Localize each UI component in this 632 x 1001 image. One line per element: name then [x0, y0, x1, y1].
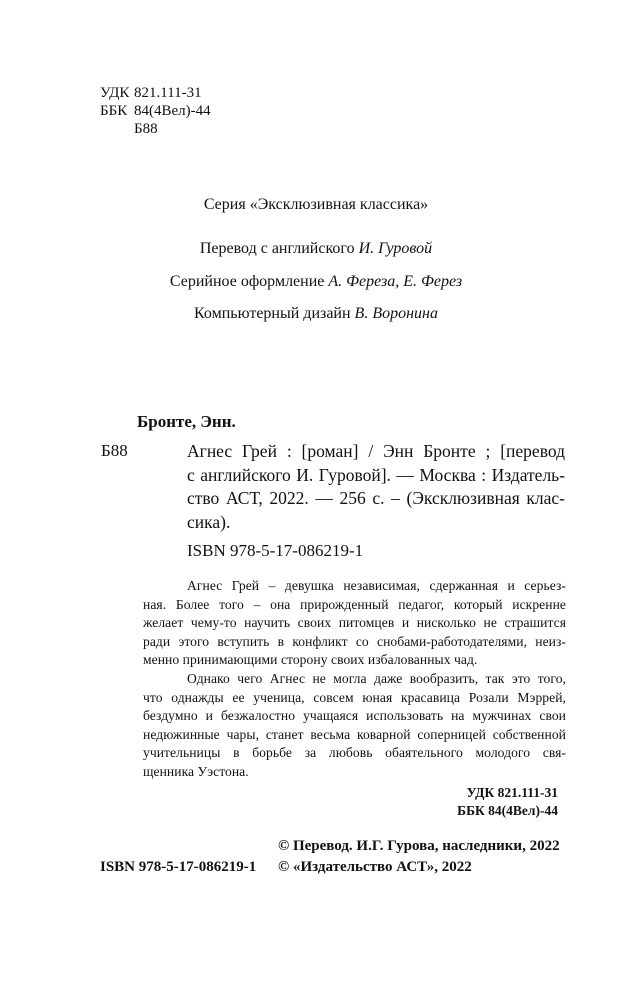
bbk-label: ББК: [100, 103, 128, 119]
udk-label: УДК: [100, 85, 130, 101]
translator-name: И. Гуровой: [358, 240, 433, 257]
author-heading: Бронте, Энн.: [137, 412, 236, 431]
annotation-line: что однажды ее ученица, совсем юная красавица Розали Мэррей,: [143, 689, 566, 705]
translation-label: Перевод с английского: [199, 240, 355, 257]
annotation-line: менно принимающими сторону своих избалованных чад.: [143, 652, 478, 668]
annotation-line: недюжинные чары, станет весьма коварной соперницей собственной: [143, 726, 566, 742]
annotation-line: ная. Более того – она прирожденный педагог, который искренне: [143, 596, 566, 612]
annotation-udk: УДК 821.111-31: [466, 785, 558, 800]
biblio-line: Агнес Грей : [роман] / Энн Бронте ; [перевод: [187, 441, 565, 461]
annotation-bbk: ББК 84(4Вел)-44: [457, 803, 558, 818]
isbn-record: ISBN 978-5-17-086219-1: [187, 541, 364, 560]
design-line: [0, 273, 632, 291]
copyright-publisher: © «Издательство АСТ», 2022: [278, 859, 472, 875]
isbn-footer: ISBN 978-5-17-086219-1: [100, 859, 257, 875]
designer-names: А. Фереза, Е. Ферез: [328, 273, 463, 290]
annotation-line: бездумно и безжалостно учащаяся использовать на мужчинах свои: [143, 708, 566, 724]
computer-design-label: Компьютерный дизайн: [194, 305, 351, 322]
annotation-line: Агнес Грей – девушка независимая, сдержанная и серьез-: [187, 578, 566, 593]
annotation-line: желает чему-то научить своих питомцев и нисколько не страшится: [143, 615, 566, 631]
udk-value: 821.111-31: [134, 85, 202, 101]
annotation-line: ради этого вступить в конфликт со снобами-работодателями, неиз-: [143, 633, 566, 649]
bibliographic-description: [187, 440, 565, 534]
translation-line: [0, 240, 632, 258]
author-mark: Б88: [101, 441, 128, 460]
copyright-translation: © Перевод. И.Г. Гурова, наследники, 2022: [278, 838, 560, 854]
computer-design-line: [0, 305, 632, 323]
annotation-paragraph: [143, 577, 566, 670]
annotation: [143, 577, 566, 782]
annotation-line: Однако чего Агнес не могла даже вообразить, так это того,: [187, 670, 566, 686]
biblio-line: с английского И. Гуровой]. — Москва : Издатель-: [187, 464, 565, 485]
annotation-paragraph: [143, 670, 566, 782]
author-mark-top: Б88: [134, 121, 158, 137]
bbk-line: [100, 103, 211, 120]
annotation-line: щенника Уэстона.: [143, 763, 249, 779]
annotation-line: учительницы в борьбе за любовь обаятельного молодого свя-: [143, 745, 566, 761]
design-label: Серийное оформление: [169, 273, 325, 290]
biblio-line: ство АСТ, 2022. — 256 с. – (Эксклюзивная клас-: [187, 488, 565, 508]
computer-designer-name: В. Воронина: [354, 305, 438, 322]
udk-line: [100, 85, 202, 102]
series-line: Серия «Эксклюзивная классика»: [203, 196, 429, 213]
bbk-value: 84(4Вел)-44: [134, 103, 211, 119]
biblio-line: сика).: [187, 511, 231, 532]
